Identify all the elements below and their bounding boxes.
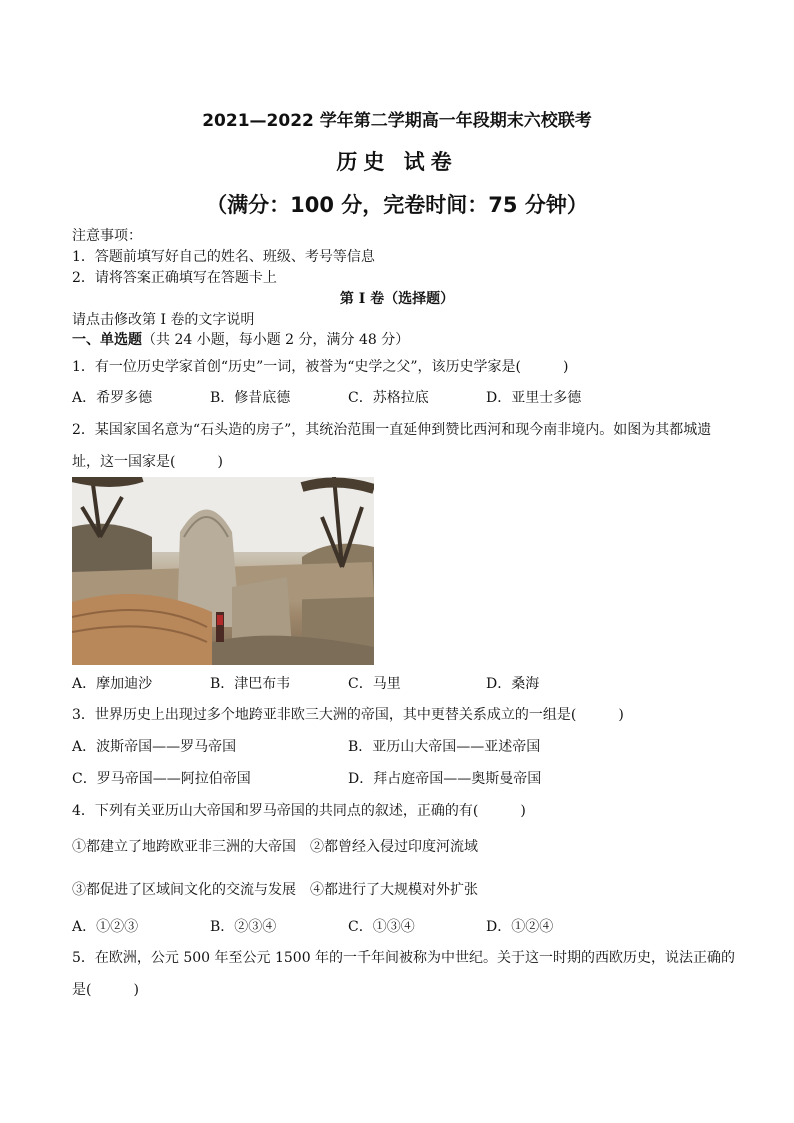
section-note: 请点击修改第 I 卷的文字说明 bbox=[72, 312, 255, 328]
part-label: 一、单选题 bbox=[72, 332, 142, 348]
option-c: C．罗马帝国——阿拉伯帝国 bbox=[72, 771, 251, 787]
option-d: D．亚里士多德 bbox=[486, 390, 582, 406]
notes-title: 注意事项： bbox=[72, 228, 142, 244]
option-b: B．修昔底德 bbox=[210, 390, 291, 406]
subject-title: 历史 试卷 bbox=[336, 150, 458, 174]
statement-line: ①都建立了地跨欧亚非三洲的大帝国 ②都曾经入侵过印度河流域 bbox=[72, 839, 478, 855]
exam-title-line: 2021—2022 学年第二学期高一年段期末六校联考 bbox=[202, 111, 592, 131]
option-b: B．②③④ bbox=[210, 919, 277, 935]
question-stem: 2．某国家国名意为“石头造的房子”，其统治范围一直延伸到赞比西河和现今南非境内。如图为其都城遗 bbox=[72, 422, 712, 438]
option-a: A．摩加迪沙 bbox=[72, 676, 153, 692]
score-time-line: （满分：100 分，完卷时间：75 分钟） bbox=[206, 193, 588, 217]
question-stem: 4．下列有关亚历山大帝国和罗马帝国的共同点的叙述，正确的有( ) bbox=[72, 803, 526, 819]
part-heading bbox=[72, 331, 409, 349]
option-a: A．波斯帝国——罗马帝国 bbox=[72, 739, 237, 755]
option-c: C．苏格拉底 bbox=[348, 390, 429, 406]
option-c: C．马里 bbox=[348, 676, 401, 692]
question-stem-cont: 是( ) bbox=[72, 982, 139, 998]
option-b: B．亚历山大帝国——亚述帝国 bbox=[348, 739, 541, 755]
question-stem-cont: 址，这一国家是( ) bbox=[72, 454, 223, 470]
option-b: B．津巴布韦 bbox=[210, 676, 291, 692]
question-stem: 3．世界历史上出现过多个地跨亚非欧三大洲的帝国，其中更替关系成立的一组是( ) bbox=[72, 707, 624, 723]
part-desc: （共 24 小题，每小题 2 分，满分 48 分） bbox=[142, 332, 410, 348]
great-zimbabwe-ruins-photo bbox=[72, 477, 374, 665]
option-c: C．①③④ bbox=[348, 919, 415, 935]
option-d: D．①②④ bbox=[486, 919, 554, 935]
question-stem: 5．在欧洲，公元 500 年至公元 1500 年的一千年间被称为中世纪。关于这一时期的西欧历史，说法正确的 bbox=[72, 950, 736, 966]
option-d: D．桑海 bbox=[486, 676, 540, 692]
notes-item: 1．答题前填写好自己的姓名、班级、考号等信息 bbox=[72, 249, 375, 265]
question-stem: 1．有一位历史学家首创“历史”一词，被誉为“史学之父”，该历史学家是( ) bbox=[72, 359, 569, 375]
notes-item: 2．请将答案正确填写在答题卡上 bbox=[72, 270, 277, 286]
option-a: A．①②③ bbox=[72, 919, 139, 935]
option-a: A．希罗多德 bbox=[72, 390, 153, 406]
option-d: D．拜占庭帝国——奥斯曼帝国 bbox=[348, 771, 542, 787]
statement-line: ③都促进了区域间文化的交流与发展 ④都进行了大规模对外扩张 bbox=[72, 882, 478, 898]
section-title: 第 I 卷（选择题） bbox=[339, 291, 455, 307]
